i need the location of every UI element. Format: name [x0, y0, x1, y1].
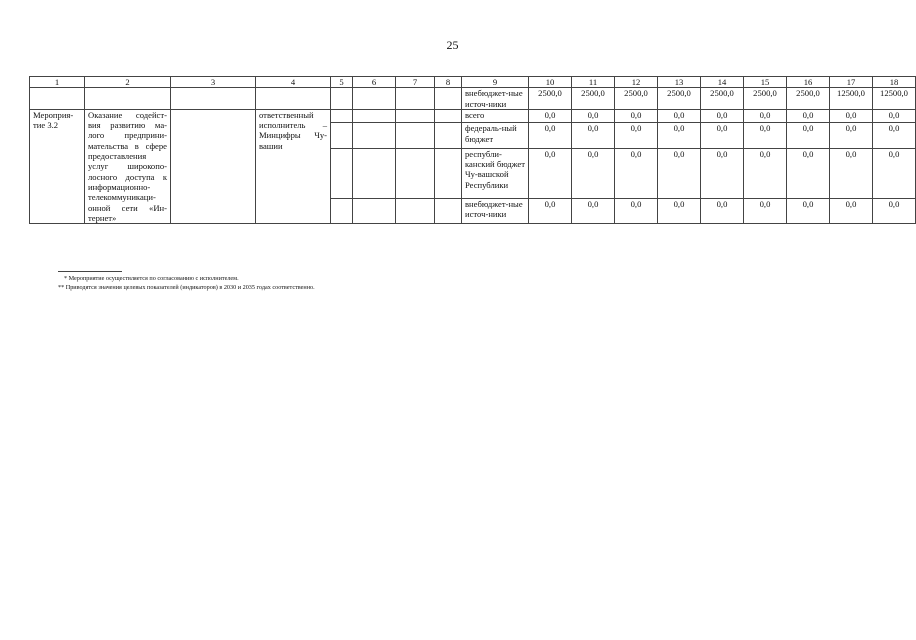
value-cell: 0,0: [615, 148, 658, 198]
column-header: 5: [331, 77, 353, 88]
column-header: 3: [171, 77, 256, 88]
column-header: 8: [435, 77, 462, 88]
column-header: 14: [701, 77, 744, 88]
value-cell: 2500,0: [615, 88, 658, 110]
column-header: 10: [529, 77, 572, 88]
empty-cell: [171, 109, 256, 223]
column-header: 15: [744, 77, 787, 88]
value-cell: 0,0: [873, 123, 916, 149]
value-cell: 0,0: [787, 123, 830, 149]
funding-source-cell: внебюджет-ные источ-ники: [462, 88, 529, 110]
value-cell: 0,0: [572, 148, 615, 198]
value-cell: 0,0: [658, 198, 701, 224]
value-cell: 2500,0: [658, 88, 701, 110]
footnote: * Мероприятие осуществляется по согласованию с исполнителем.: [64, 275, 239, 282]
table-header-row: [30, 77, 916, 88]
value-cell: 0,0: [615, 123, 658, 149]
table-row: [30, 88, 916, 110]
column-header: 6: [353, 77, 396, 88]
value-cell: 0,0: [529, 109, 572, 122]
value-cell: 2500,0: [529, 88, 572, 110]
value-cell: 0,0: [787, 198, 830, 224]
footnote: ** Приводятся значения целевых показателей (индикаторов) в 2030 и 2035 годах соответственно.: [58, 284, 315, 291]
value-cell: 0,0: [701, 198, 744, 224]
value-cell: 2500,0: [787, 88, 830, 110]
value-cell: 0,0: [572, 123, 615, 149]
column-header: 18: [873, 77, 916, 88]
value-cell: 0,0: [615, 109, 658, 122]
value-cell: 0,0: [787, 148, 830, 198]
footnote-divider: [58, 271, 122, 272]
value-cell: 0,0: [701, 109, 744, 122]
column-header: 7: [396, 77, 435, 88]
value-cell: 0,0: [529, 198, 572, 224]
table-row: [30, 109, 916, 122]
value-cell: 2500,0: [572, 88, 615, 110]
funding-source-cell: федераль-ный бюджет: [462, 123, 529, 149]
value-cell: 0,0: [701, 148, 744, 198]
column-header: 11: [572, 77, 615, 88]
value-cell: 0,0: [830, 109, 873, 122]
value-cell: 0,0: [744, 123, 787, 149]
value-cell: 0,0: [744, 198, 787, 224]
value-cell: 0,0: [830, 198, 873, 224]
value-cell: 0,0: [744, 109, 787, 122]
value-cell: 0,0: [658, 123, 701, 149]
value-cell: 0,0: [787, 109, 830, 122]
column-header: 4: [256, 77, 331, 88]
value-cell: 0,0: [873, 148, 916, 198]
column-header: 16: [787, 77, 830, 88]
page-number: 25: [446, 38, 459, 52]
value-cell: 0,0: [830, 148, 873, 198]
executor-cell: ответственный исполнитель – Минцифры Чу-вашии: [256, 109, 331, 223]
value-cell: 12500,0: [830, 88, 873, 110]
funding-source-cell: внебюджет-ные источ-ники: [462, 198, 529, 224]
funding-source-cell: всего: [462, 109, 529, 122]
funding-source-cell: республи-канский бюджет Чу-вашской Республики: [462, 148, 529, 198]
value-cell: 0,0: [572, 109, 615, 122]
column-header: 12: [615, 77, 658, 88]
value-cell: 0,0: [658, 109, 701, 122]
value-cell: 0,0: [529, 148, 572, 198]
column-header: 17: [830, 77, 873, 88]
value-cell: 0,0: [615, 198, 658, 224]
value-cell: 0,0: [572, 198, 615, 224]
value-cell: 0,0: [873, 109, 916, 122]
value-cell: 2500,0: [744, 88, 787, 110]
value-cell: 0,0: [658, 148, 701, 198]
value-cell: 0,0: [830, 123, 873, 149]
value-cell: 0,0: [744, 148, 787, 198]
measure-name-cell: Оказание содейст-вия развитию ма-лого предприни-мательства в сфере предоставления услуг широкопо-лосного доступа к информационно-телекоммуникаци-онной сети «Ин-тернет»: [85, 109, 171, 223]
value-cell: 2500,0: [701, 88, 744, 110]
value-cell: 0,0: [529, 123, 572, 149]
value-cell: 0,0: [873, 198, 916, 224]
column-header: 2: [85, 77, 171, 88]
column-header: 1: [30, 77, 85, 88]
measure-id-cell: Мероприя-тие 3.2: [30, 109, 85, 223]
value-cell: 0,0: [701, 123, 744, 149]
budget-table: [29, 76, 916, 224]
footnotes: [58, 271, 315, 292]
column-header: 9: [462, 77, 529, 88]
column-header: 13: [658, 77, 701, 88]
value-cell: 12500,0: [873, 88, 916, 110]
